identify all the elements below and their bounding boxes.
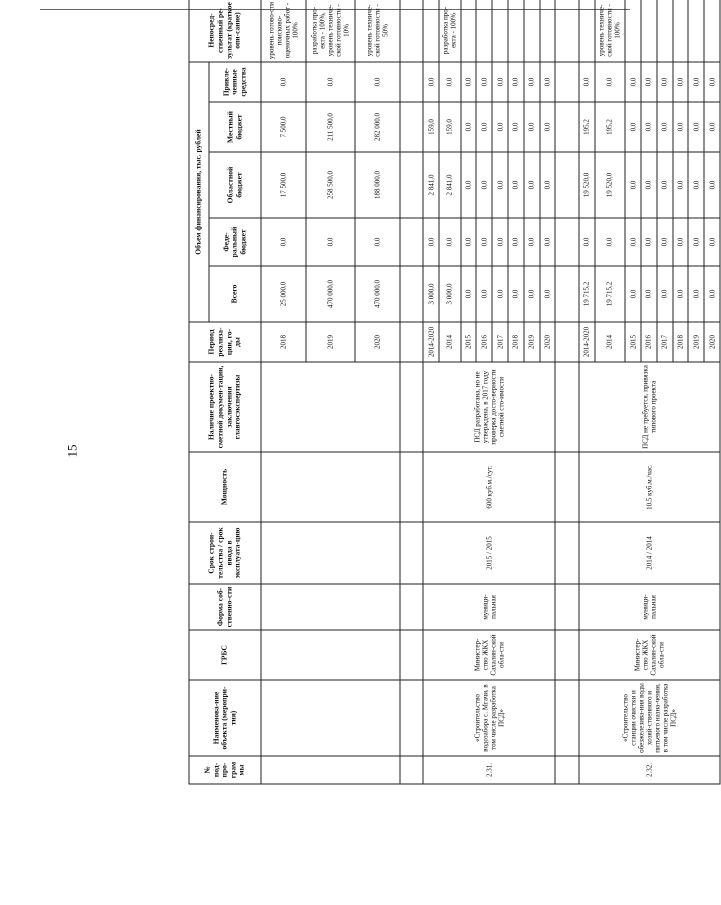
empty-cell-num [261,756,400,784]
cell-federal: 0,0 [625,218,641,266]
cell-period: 2018 [508,322,524,362]
empty-cell-grbs [261,630,400,680]
cell-regional: 0,0 [625,152,641,218]
cell-local: 0,0 [540,102,556,152]
cell-federal: 0,0 [540,218,556,266]
object-term: 2014 / 2014 [579,522,720,584]
table-header [189,0,261,784]
empty-cell [555,630,579,680]
header-federal: Феде-ральный бюджет [209,218,261,266]
cell-attracted: 0,0 [673,62,689,102]
cell-federal: 0,0 [673,218,689,266]
empty-cell [555,362,579,452]
cell-period: 2019 [524,322,540,362]
cell-regional: 0,0 [540,152,556,218]
cell-period: 2016 [476,322,492,362]
cell-total: 19 715,2 [579,266,595,322]
header-attracted: Привле-ченные средства [209,62,261,102]
cell-total: 0,0 [461,266,477,322]
cell-local: 282 000,0 [355,102,400,152]
cell-federal: 0,0 [476,218,492,266]
header-result: Непосред-ственный ре-зультат (краткое опи-сание) [189,0,261,62]
cell-local: 0,0 [508,102,524,152]
cell-total: 0,0 [524,266,540,322]
cell-federal: 0,0 [657,218,673,266]
header-funding: Объем финансирования, тыс. рублей [189,62,209,322]
object-power: 600 куб.м./сут. [423,452,555,522]
cell-result [625,0,641,62]
header-regional: Областной бюджет [209,152,261,218]
cell-total: 0,0 [704,266,720,322]
empty-cell [555,0,579,62]
cell-regional: 0,0 [476,152,492,218]
cell-result [492,0,508,62]
object-name: «Строительство водозабора с. Мгачи, в том числе разработка ПСД» [423,680,555,756]
cell-attracted: 0,0 [461,62,477,102]
cell-result [704,0,720,62]
empty-cell [555,756,579,784]
cell-regional: 2 841,0 [439,152,461,218]
cell-regional: 0,0 [688,152,704,218]
cell-local: 159,0 [439,102,461,152]
empty-cell [400,152,424,218]
cell-result [657,0,673,62]
header-power: Мощность [189,452,261,522]
cell-federal: 0,0 [261,218,306,266]
cell-period: 2014 [439,322,461,362]
empty-cell [400,522,424,584]
empty-cell [555,322,579,362]
cell-total: 470 000,0 [306,266,355,322]
cell-local: 0,0 [524,102,540,152]
cell-regional: 0,0 [704,152,720,218]
cell-local: 0,0 [476,102,492,152]
empty-cell [400,218,424,266]
cell-federal: 0,0 [704,218,720,266]
cell-total: 25 000,0 [261,266,306,322]
cell-total: 0,0 [625,266,641,322]
cell-local: 195,2 [579,102,595,152]
cell-period: 2018 [261,322,306,362]
cell-result: уровень техниче-ской готовности - 50% [355,0,400,62]
cell-federal: 0,0 [492,218,508,266]
cell-attracted: 0,0 [657,62,673,102]
cell-result [508,0,524,62]
cell-period: 2019 [306,322,355,362]
cell-local: 0,0 [657,102,673,152]
cell-result: уровень техниче-ской готовности - 100% [595,0,626,62]
table-row [261,0,306,784]
cell-total: 0,0 [508,266,524,322]
cell-result [461,0,477,62]
cell-attracted: 0,0 [261,62,306,102]
object-grbs: Министер-ство ЖКХ Сахалин-ской обла-сти [423,630,555,680]
page-number: 15 [64,444,80,458]
cell-regional: 0,0 [524,152,540,218]
cell-attracted: 0,0 [476,62,492,102]
cell-attracted: 0,0 [439,62,461,102]
cell-period: 2015 [625,322,641,362]
header-form: Форма соб-ственно-сти [189,584,261,630]
cell-federal: 0,0 [688,218,704,266]
cell-total: 0,0 [673,266,689,322]
empty-cell-term [261,522,400,584]
empty-cell [555,680,579,756]
cell-local: 159,0 [423,102,439,152]
cell-period: 2014 [595,322,626,362]
cell-total: 3 000,0 [423,266,439,322]
cell-period: 2014-2020 [423,322,439,362]
cell-total: 0,0 [688,266,704,322]
cell-attracted: 0,0 [641,62,657,102]
empty-cell [555,584,579,630]
cell-local: 0,0 [625,102,641,152]
header-period: Период реализа-ции, го-ды [189,322,261,362]
cell-result [540,0,556,62]
cell-result: разработка про-екта - 100% [439,0,461,62]
empty-cell [555,218,579,266]
empty-cell-form [261,584,400,630]
cell-period: 2015 [461,322,477,362]
cell-period: 2020 [540,322,556,362]
cell-regional: 0,0 [508,152,524,218]
cell-attracted: 0,0 [492,62,508,102]
empty-cell [400,0,424,62]
cell-local: 7 500,0 [261,102,306,152]
cell-period: 2020 [355,322,400,362]
cell-result [524,0,540,62]
header-grbs: ГРБС [189,630,261,680]
cell-total: 0,0 [657,266,673,322]
separator-row [555,0,579,784]
cell-attracted: 0,0 [704,62,720,102]
cell-result [579,0,595,62]
cell-period: 2017 [657,322,673,362]
cell-total: 0,0 [476,266,492,322]
cell-federal: 0,0 [595,218,626,266]
empty-cell [555,452,579,522]
cell-period: 2019 [688,322,704,362]
header-term: Срок строи-тельства / срок ввода в эксплуата-цию [189,522,261,584]
object-form: муници-пальная [423,584,555,630]
cell-attracted: 0,0 [355,62,400,102]
cell-attracted: 0,0 [524,62,540,102]
header-num: № под-про-грам мы [189,756,261,784]
cell-result [476,0,492,62]
cell-local: 0,0 [688,102,704,152]
cell-result [688,0,704,62]
cell-local: 0,0 [641,102,657,152]
cell-total: 470 000,0 [355,266,400,322]
empty-cell [555,152,579,218]
cell-federal: 0,0 [641,218,657,266]
empty-cell-psd [261,362,400,452]
cell-federal: 0,0 [579,218,595,266]
cell-federal: 0,0 [524,218,540,266]
header-local: Местный бюджет [209,102,261,152]
cell-regional: 0,0 [657,152,673,218]
cell-regional: 0,0 [641,152,657,218]
empty-cell [400,102,424,152]
cell-local: 0,0 [704,102,720,152]
object-power: 10,5 куб.м./час. [579,452,720,522]
empty-cell [555,62,579,102]
cell-total: 0,0 [540,266,556,322]
cell-regional: 17 500,0 [261,152,306,218]
cell-federal: 0,0 [423,218,439,266]
cell-period: 2018 [673,322,689,362]
cell-regional: 188 000,0 [355,152,400,218]
cell-local: 211 500,0 [306,102,355,152]
cell-attracted: 0,0 [423,62,439,102]
cell-regional: 19 520,0 [579,152,595,218]
empty-cell [400,452,424,522]
object-term: 2015 / 2015 [423,522,555,584]
object-name: «Строительство станции очистки и обезжелезива-ния воды хозяй-ственного и питьевого назна-чения, в том числе разработка ПСД» [579,680,720,756]
header-name: Наименова-ние объекта (меропри-тия) [189,680,261,756]
cell-result: разработка про-екта - 100%, уровень техниче-ской готовности - 10% [306,0,355,62]
cell-result [423,0,439,62]
cell-regional: 0,0 [673,152,689,218]
empty-cell [555,102,579,152]
empty-cell [400,630,424,680]
cell-total: 3 000,0 [439,266,461,322]
object-grbs: Министер-ство ЖКХ Сахалин-ской обла-сти [579,630,720,680]
cell-total: 0,0 [492,266,508,322]
cell-local: 0,0 [461,102,477,152]
cell-period: 2020 [704,322,720,362]
cell-result: уровень готово-сти поисково-оценочных работ - 100% [261,0,306,62]
object-num: 2.32. [579,756,720,784]
cell-result [673,0,689,62]
cell-regional: 0,0 [492,152,508,218]
cell-local: 0,0 [673,102,689,152]
cell-federal: 0,0 [306,218,355,266]
empty-cell [400,322,424,362]
cell-attracted: 0,0 [579,62,595,102]
object-psd: ПСД не требуется, привязка типового проекта [579,362,720,452]
cell-federal: 0,0 [461,218,477,266]
empty-cell-name [261,680,400,756]
financing-table [189,0,721,785]
cell-attracted: 0,0 [625,62,641,102]
cell-attracted: 0,0 [306,62,355,102]
table-row [423,0,439,784]
cell-local: 0,0 [492,102,508,152]
cell-regional: 0,0 [461,152,477,218]
empty-cell [400,756,424,784]
empty-cell [400,584,424,630]
cell-attracted: 0,0 [688,62,704,102]
cell-total: 19 715,2 [595,266,626,322]
empty-cell-power [261,452,400,522]
cell-federal: 0,0 [508,218,524,266]
cell-attracted: 0,0 [595,62,626,102]
header-total: Всего [209,266,261,322]
empty-cell [555,522,579,584]
cell-attracted: 0,0 [508,62,524,102]
empty-cell [555,266,579,322]
cell-result [641,0,657,62]
cell-period: 2016 [641,322,657,362]
header-psd: Наличие проектно-сметной докумен-тации, заключения главгосэкспертизы [189,362,261,452]
cell-federal: 0,0 [355,218,400,266]
cell-regional: 2 841,0 [423,152,439,218]
cell-regional: 19 520,0 [595,152,626,218]
cell-attracted: 0,0 [540,62,556,102]
table-body [261,0,720,784]
empty-cell [400,62,424,102]
cell-federal: 0,0 [439,218,461,266]
cell-period: 2017 [492,322,508,362]
separator-row [400,0,424,784]
empty-cell [400,266,424,322]
object-psd: ПСД разработана, но не утверждена, в 2017 году проверка досто-верности сметной сто-имости [423,362,555,452]
rotated-table-wrapper [189,1,721,785]
empty-cell [400,362,424,452]
cell-period: 2014-2020 [579,322,595,362]
cell-local: 195,2 [595,102,626,152]
table-row [579,0,595,784]
object-num: 2.31. [423,756,555,784]
cell-regional: 258 500,0 [306,152,355,218]
object-form: муници-пальная [579,584,720,630]
empty-cell [400,680,424,756]
cell-total: 0,0 [641,266,657,322]
